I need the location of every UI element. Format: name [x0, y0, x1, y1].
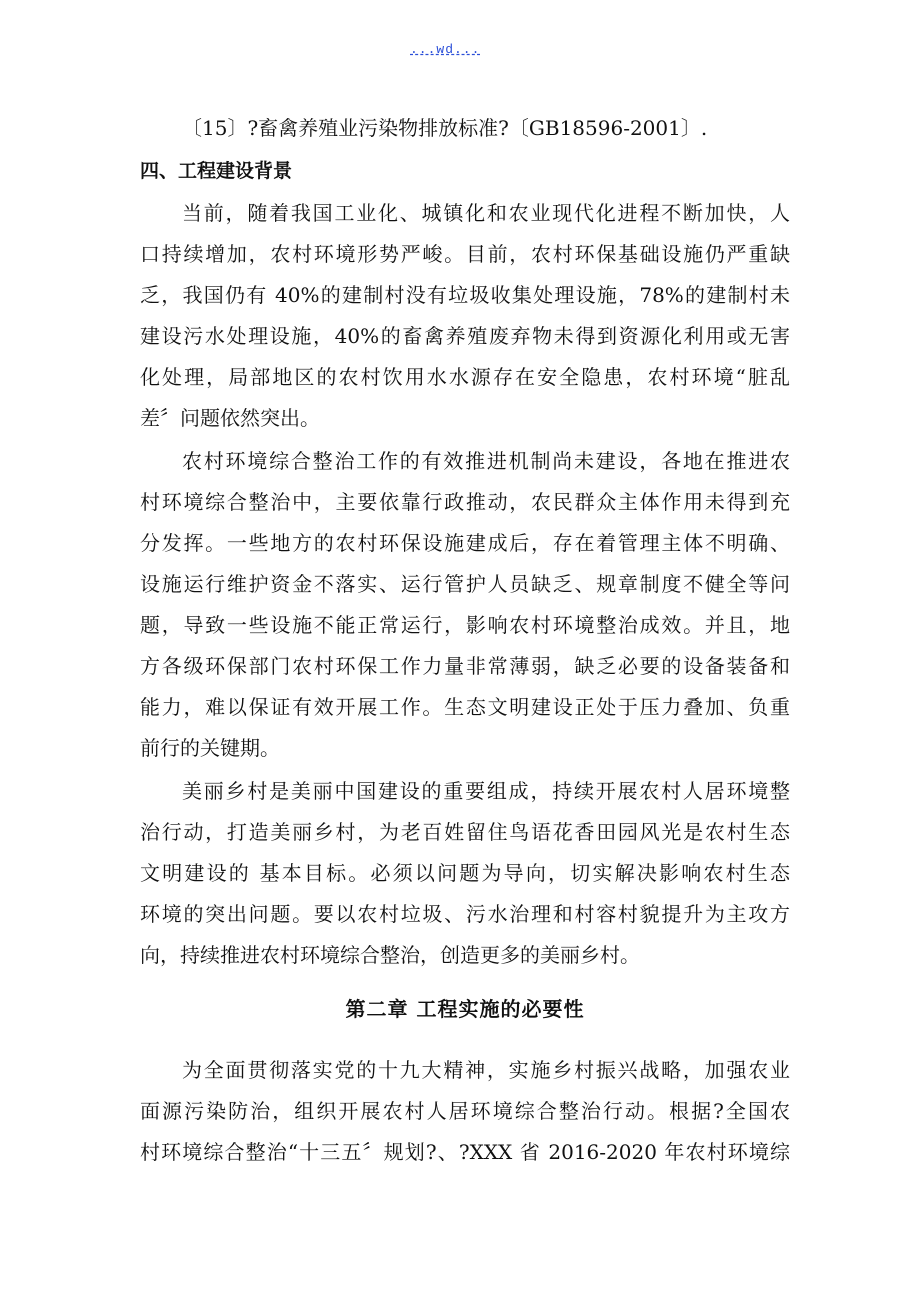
- text-line: 设施运行维护资金不落实、运行管护人员缺乏、规章制度不健全等问: [140, 572, 790, 596]
- header-link[interactable]: ...wd...: [410, 42, 481, 57]
- text-line: 差〞问题依然突出。: [140, 406, 320, 430]
- text-line: 前行的关键期。: [140, 736, 280, 760]
- text-line: 题，导致一些设施不能正常运行，影响农村环境整治成效。并且，地: [140, 613, 790, 637]
- text-line: 乏，我国仍有 40%的建制村没有垃圾收集处理设施，78%的建制村未: [140, 283, 790, 307]
- chapter-title: 第二章 工程实施的必要性: [345, 997, 585, 1021]
- text-line: 治行动，打造美丽乡村，为老百姓留住鸟语花香田园风光是农村生态: [140, 820, 790, 844]
- text-line: 分发挥。一些地方的农村环保设施建成后，存在着管理主体不明确、: [140, 531, 790, 555]
- document-body: [140, 108, 790, 1175]
- text-line: 为全面贯彻落实党的十九大精神，实施乡村振兴战略，加强农业: [182, 1058, 790, 1082]
- text-line: 文明建设的 基本目标。必须以问题为导向，切实解决影响农村生态: [140, 861, 790, 885]
- text-line: 口持续增加，农村环境形势严峻。目前，农村环保基础设施仍严重缺: [140, 242, 790, 266]
- text-line: 向，持续推进农村环境综合整治，创造更多的美丽乡村。: [140, 943, 640, 967]
- text-line: 能力，难以保证有效开展工作。生态文明建设正处于压力叠加、负重: [140, 695, 790, 719]
- paragraph-background-2: [140, 441, 790, 769]
- text-line: 环境的突出问题。要以农村垃圾、污水治理和村容村貌提升为主攻方: [140, 902, 790, 926]
- text-line: 建设污水处理设施，40%的畜禽养殖废弃物未得到资源化利用或无害: [140, 324, 790, 348]
- paragraph-background-3: [140, 771, 790, 976]
- text-line: 农村环境综合整治工作的有效推进机制尚未建设，各地在推进农: [182, 449, 790, 473]
- paragraph-necessity-1: [140, 1050, 790, 1173]
- text-line: 村环境综合整治中，主要依靠行政推动，农民群众主体作用未得到充: [140, 490, 790, 514]
- reference-item: 〔15〕?畜禽养殖业污染物排放标准?〔GB18596-2001〕.: [182, 116, 708, 140]
- text-line: 面源污染防治，组织开展农村人居环境综合整治行动。根据?全国农: [140, 1099, 790, 1123]
- text-line: 美丽乡村是美丽中国建设的重要组成，持续开展农村人居环境整: [182, 779, 790, 803]
- section-heading: 四、工程建设背景: [140, 160, 293, 182]
- paragraph-background-1: [140, 193, 790, 439]
- text-line: 村环境综合整治“十三五〞规划?、?XXX 省 2016-2020 年农村环境综: [140, 1140, 790, 1164]
- text-line: 当前，随着我国工业化、城镇化和农业现代化进程不断加快，人: [182, 201, 790, 225]
- text-line: 方各级环保部门农村环保工作力量非常薄弱，缺乏必要的设备装备和: [140, 654, 790, 678]
- text-line: 化处理，局部地区的农村饮用水水源存在安全隐患，农村环境“脏乱: [140, 365, 790, 389]
